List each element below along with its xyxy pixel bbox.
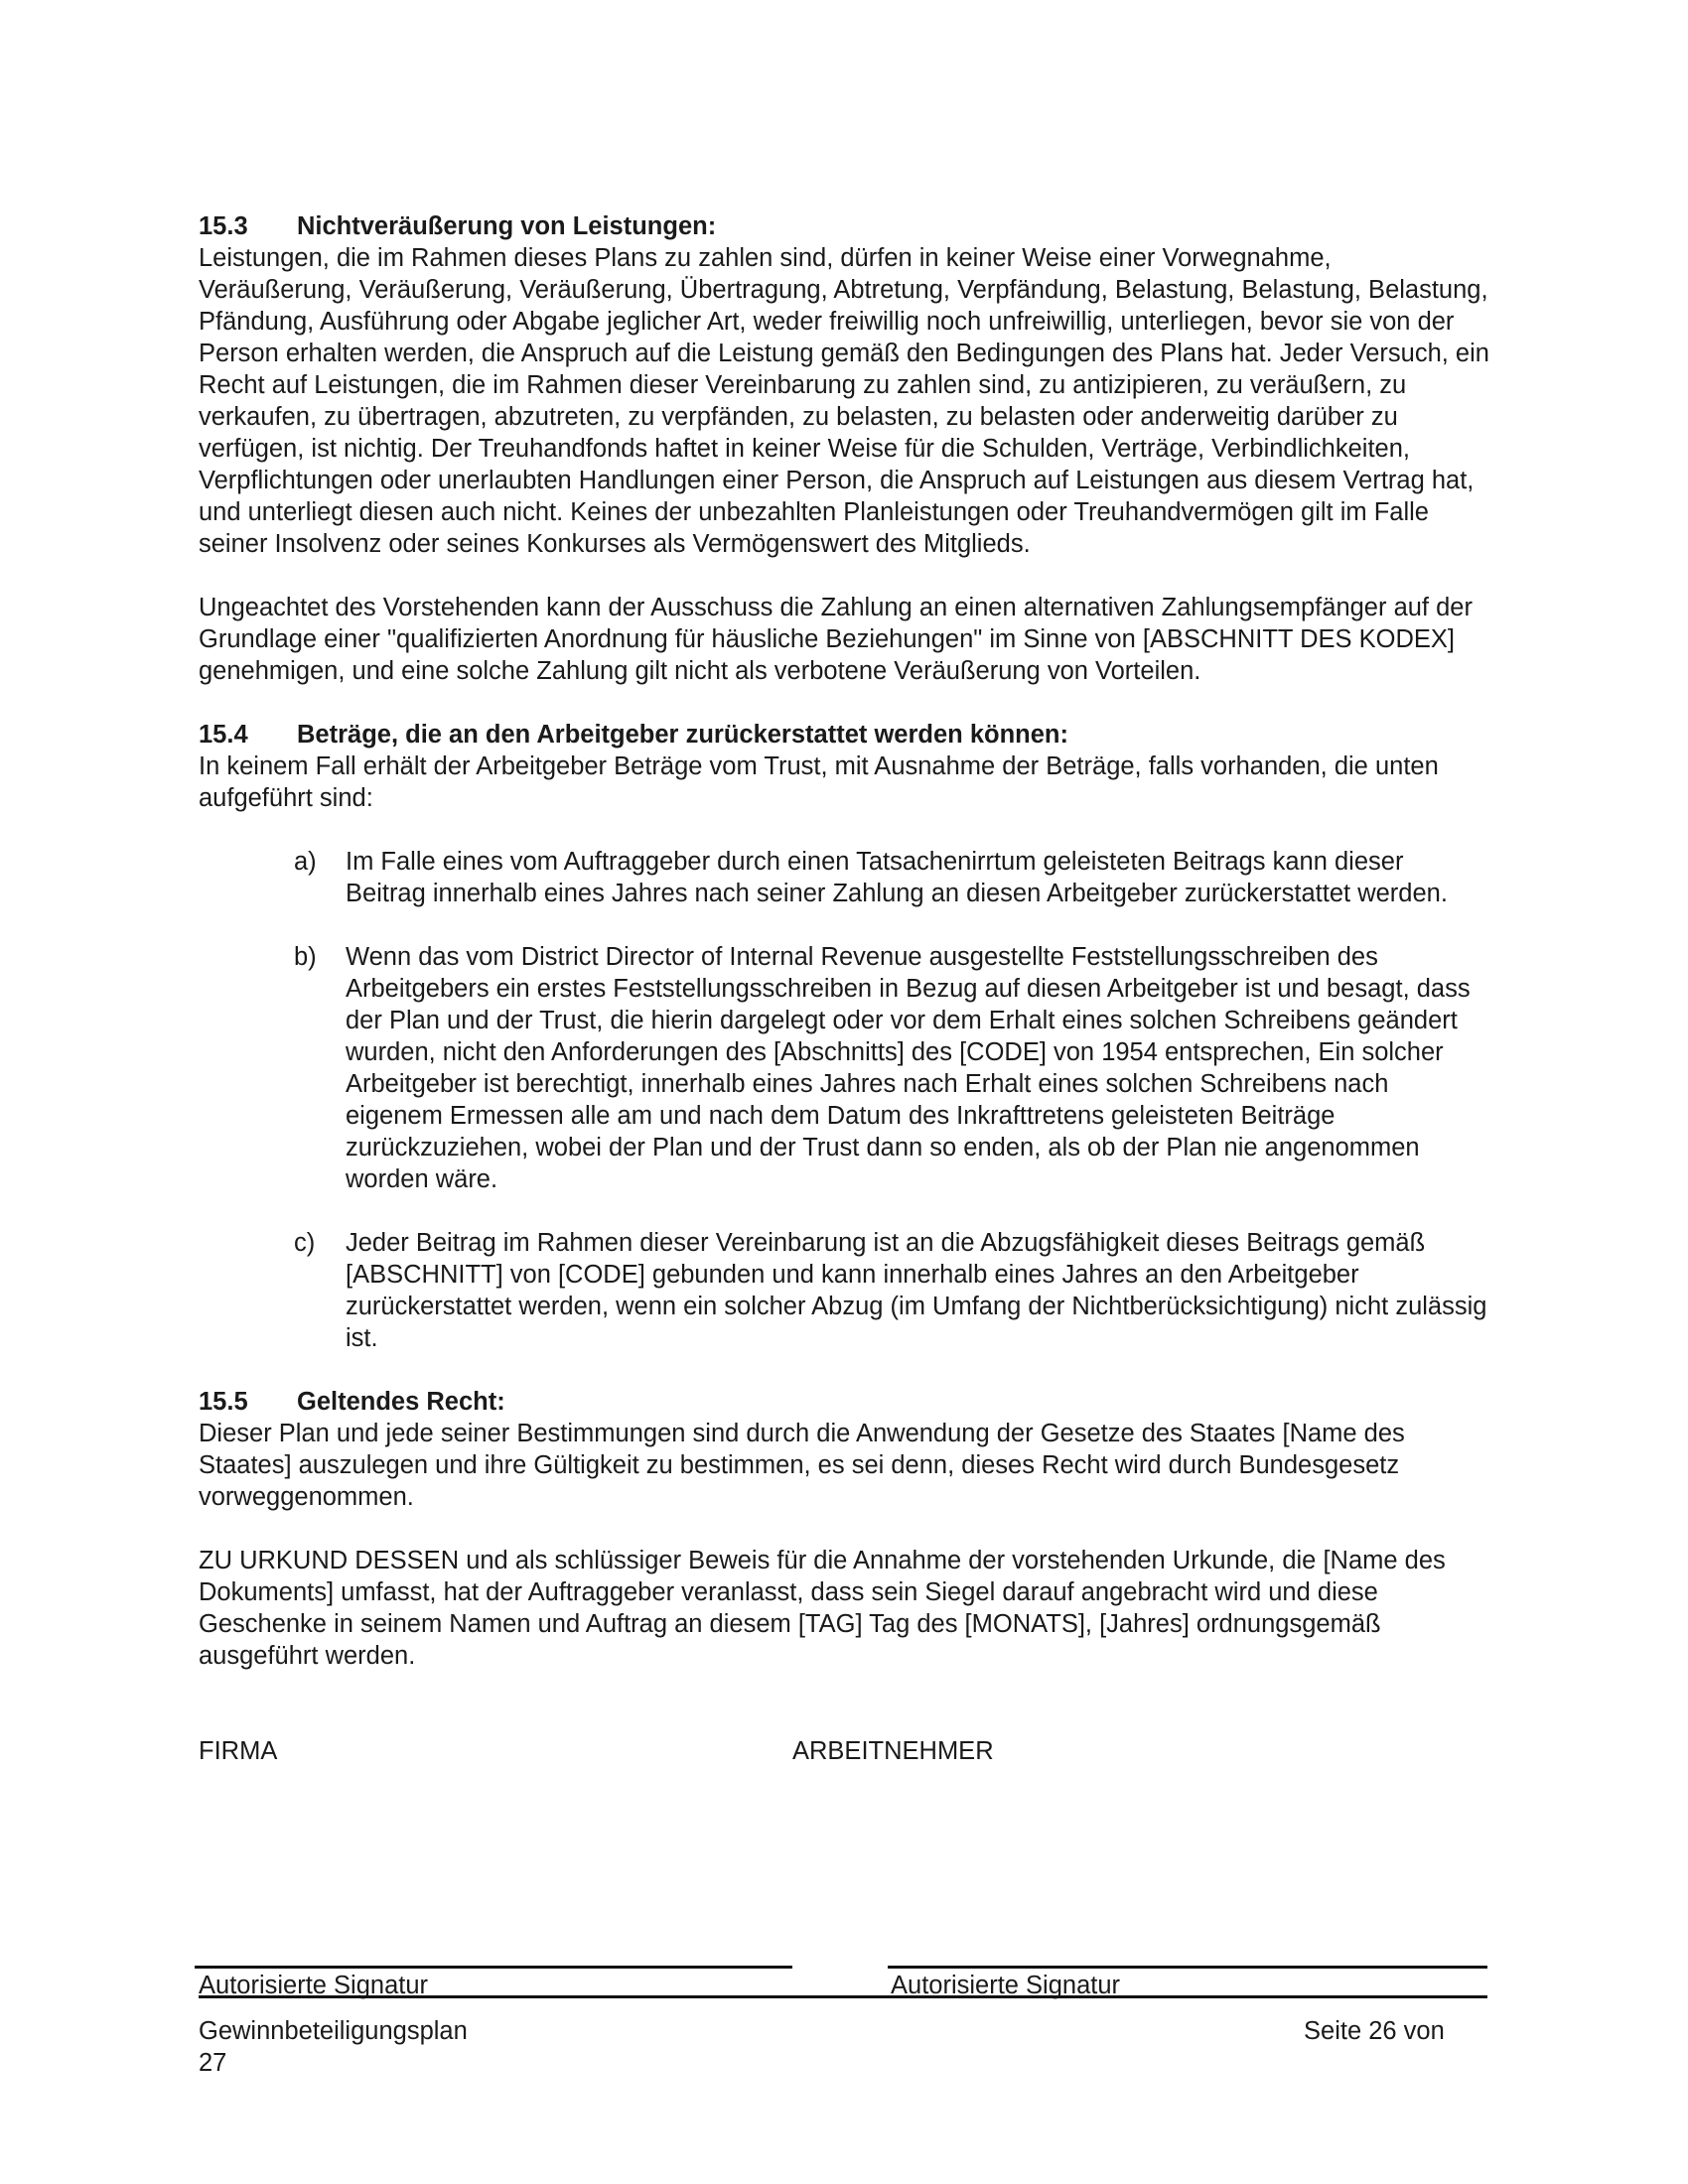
signature-block	[199, 1825, 1489, 1999]
list-marker: b)	[294, 943, 317, 971]
list-item-text: Jeder Beitrag im Rahmen dieser Vereinbarung ist an die Abzugsfähigkeit dieses Beitrags gemäß [ABSCHNITT] von [CODE] gebunden und kann innerhalb eines Jahres an den Arbeitgeber zurückerstattet werden, wenn ein solcher Abzug (im Umfang der Nichtberücksichtigung) nicht zulässig ist.	[346, 1229, 1487, 1352]
section-15-4-heading	[199, 719, 1489, 751]
section-15-5-body: Dieser Plan und jede seiner Bestimmungen sind durch die Anwendung der Gesetze des Staates [Name des Staates] auszulegen und ihre Gültigkeit zu bestimmen, es sei denn, dieses Recht wird durch Bundesgesetz vorweggenommen.	[199, 1420, 1405, 1511]
section-15-3-body: Leistungen, die im Rahmen dieses Plans zu zahlen sind, dürfen in keiner Weise einer Vorwegnahme, Veräußerung, Veräußerung, Veräußerung, Übertragung, Abtretung, Verpfändung, Belastung, Belastung, Belastung, Pfändung, Ausführung oder Abgabe jeglicher Art, weder freiwillig noch unfreiwillig, unterliegen, bevor sie von der Person erhalten werden, die Anspruch auf die Leistung gemäß den Bedingungen des Plans hat. Jeder Versuch, ein Recht auf Leistungen, die im Rahmen dieser Vereinbarung zu zahlen sind, zu antizipieren, zu veräußern, zu verkaufen, zu übertragen, abzutreten, zu verpfänden, zu belasten, zu belasten oder anderweitig darüber zu verfügen, ist nichtig. Der Treuhandfonds haftet in keiner Weise für die Schulden, Verträge, Verbindlichkeiten, Verpflichtungen oder unerlaubten Handlungen einer Person, die Anspruch auf Leistungen aus diesem Vertrag hat, und unterliegt diesen auch nicht. Keines der unbezahlten Planleistungen oder Treuhandvermögen gilt im Falle seiner Insolvenz oder seines Konkurses als Vermögenswert des Mitglieds.	[199, 244, 1489, 558]
witness-clause: ZU URKUND DESSEN und als schlüssiger Beweis für die Annahme der vorstehenden Urkunde, die [Name des Dokuments] umfasst, hat der Auftraggeber veranlasst, dass sein Siegel darauf angebracht wird und diese Geschenke in seinem Namen und Auftrag an diesem [TAG] Tag des [MONATS], [Jahres] ordnungsgemäß ausgeführt werden.	[199, 1547, 1446, 1670]
company-signature-line	[195, 1966, 792, 1969]
footer-page-total: 27	[199, 2049, 227, 2077]
list-marker: a)	[294, 848, 317, 876]
section-15-3-body-2: Ungeachtet des Vorstehenden kann der Ausschuss die Zahlung an einen alternativen Zahlungsempfänger auf der Grundlage einer "qualifizierten Anordnung für häusliche Beziehungen" im Sinne von [ABSCHNITT DES KODEX] genehmigen, und eine solche Zahlung gilt nicht als verbotene Veräußerung von Vorteilen.	[199, 594, 1473, 685]
list-item	[294, 846, 1489, 909]
employee-label: ARBEITNEHMER	[792, 1737, 994, 1765]
section-title: Beträge, die an den Arbeitgeber zurückerstattet werden können:	[297, 721, 1068, 749]
footer-document-name: Gewinnbeteiligungsplan	[199, 2017, 468, 2045]
list-marker: c)	[294, 1229, 316, 1257]
company-signature-caption: Autorisierte Signatur	[199, 1972, 429, 1999]
section-title: Nichtveräußerung von Leistungen:	[297, 212, 717, 240]
section-title: Geltendes Recht:	[297, 1388, 505, 1416]
section-15-4-body: In keinem Fall erhält der Arbeitgeber Beträge vom Trust, mit Ausnahme der Beträge, falls vorhanden, die unten aufgeführt sind:	[199, 752, 1439, 812]
list-item	[294, 941, 1489, 1195]
company-label: FIRMA	[199, 1737, 278, 1765]
section-15-5-heading	[199, 1386, 1489, 1418]
list-item-text: Wenn das vom District Director of Internal Revenue ausgestellte Feststellungsschreiben des Arbeitgebers ein erstes Feststellungsschreiben in Bezug auf diesen Arbeitgeber ist und besagt, dass der Plan und der Trust, die hierin dargelegt oder vor dem Erhalt eines solchen Schreibens geändert wurden, nicht den Anforderungen des [Abschnitts] des [CODE] von 1954 entsprechen, Ein solcher Arbeitgeber ist berechtigt, innerhalb eines Jahres nach Erhalt eines solchen Schreibens nach eigenem Ermessen alle am und nach dem Datum des Inkrafttretens geleisteten Beiträge zurückzuziehen, wobei der Plan und der Trust dann so enden, als ob der Plan nie angenommen worden wäre.	[346, 943, 1471, 1193]
section-15-3-heading	[199, 210, 1489, 242]
list-item-text: Im Falle eines vom Auftraggeber durch einen Tatsachenirrtum geleisteten Beitrags kann dieser Beitrag innerhalb eines Jahres nach seiner Zahlung an diesen Arbeitgeber zurückerstattet werden.	[346, 848, 1448, 907]
signature-party-labels	[199, 1735, 1489, 1767]
list-item	[294, 1227, 1489, 1354]
employee-signature-line	[888, 1966, 1487, 1969]
section-number: 15.4	[199, 721, 248, 749]
footer-rule	[199, 1995, 1487, 1998]
employee-signature-caption: Autorisierte Signatur	[891, 1972, 1121, 1999]
refund-list	[294, 846, 1489, 1354]
section-number: 15.3	[199, 212, 248, 240]
document-body	[199, 210, 1489, 1767]
section-number: 15.5	[199, 1388, 248, 1416]
footer-page-number: Seite 26 von	[1304, 2017, 1445, 2045]
